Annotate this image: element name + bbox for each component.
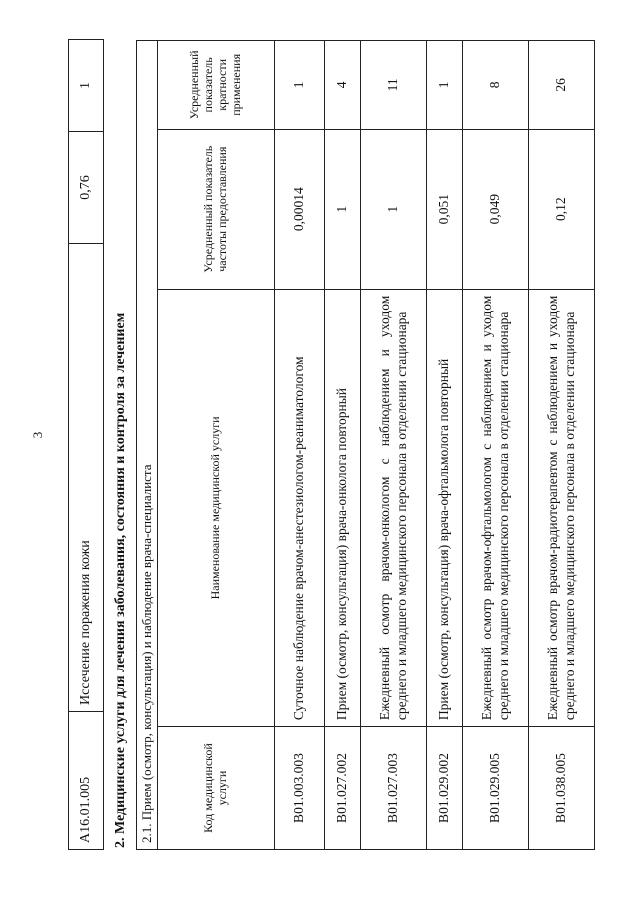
frequency-cell: 0,051: [427, 129, 463, 289]
service-code-cell: B01.003.003: [275, 727, 325, 850]
subsection-title: 2.1. Прием (осмотр, консультация) и наблюдение врача-специалиста: [137, 41, 158, 850]
column-header-frequency: Усредненный показатель частоты предоставления: [158, 129, 275, 289]
service-code-cell: A16.01.005: [69, 712, 104, 850]
multiplicity-cell: 26: [529, 41, 595, 130]
service-name-cell: Суточное наблюдение врачом-анестезиологом-реаниматологом: [275, 289, 325, 726]
column-header-name: Наименование медицинской услуги: [158, 289, 275, 726]
table-row: [69, 40, 104, 850]
multiplicity-cell: 11: [361, 41, 427, 130]
table-row: [529, 41, 595, 850]
table-row: [325, 41, 361, 850]
table-row: [275, 41, 325, 850]
multiplicity-cell: 1: [69, 40, 104, 132]
service-name-cell: Ежедневный осмотр врачом-радиотерапевтом с наблюдением и уходом среднего и младшего медицинского персонала в отделении стационара: [529, 289, 595, 726]
section-heading: 2. Медицинские услуги для лечения заболевания, состояния и контроля за лечением: [113, 312, 128, 848]
service-code-cell: B01.038.005: [529, 727, 595, 850]
table-row: [361, 41, 427, 850]
services-table: [136, 40, 595, 850]
table-header-row: [158, 41, 275, 850]
subsection-row: [137, 41, 158, 850]
frequency-cell: 0,12: [529, 129, 595, 289]
multiplicity-cell: 1: [427, 41, 463, 130]
page-number: 3: [30, 431, 45, 439]
column-header-code: Код медицинской услуги: [158, 727, 275, 850]
table-row: [463, 41, 529, 850]
service-name-cell: Ежедневный осмотр врачом-онкологом с наблюдением и уходом среднего и младшего медицинского персонала в отделении стационара: [361, 289, 427, 726]
frequency-cell: 1: [325, 129, 361, 289]
service-name-cell: Прием (осмотр, консультация) врача-онколога повторный: [325, 289, 361, 726]
column-header-multiplicity: Усредненный показатель кратности применения: [158, 41, 275, 130]
table-row: [427, 41, 463, 850]
previous-section-table: [68, 39, 104, 850]
multiplicity-cell: 1: [275, 41, 325, 130]
service-code-cell: B01.029.002: [427, 727, 463, 850]
service-code-cell: B01.027.002: [325, 727, 361, 850]
frequency-cell: 0,049: [463, 129, 529, 289]
service-name-cell: Прием (осмотр, консультация) врача-офтальмолога повторный: [427, 289, 463, 726]
multiplicity-cell: 4: [325, 41, 361, 130]
service-name-cell: Ежедневный осмотр врачом-офтальмологом с наблюдением и уходом среднего и младшего медицинского персонала в отделении стационара: [463, 289, 529, 726]
frequency-cell: 1: [361, 129, 427, 289]
service-code-cell: B01.027.003: [361, 727, 427, 850]
multiplicity-cell: 8: [463, 41, 529, 130]
frequency-cell: 0,76: [69, 132, 104, 244]
service-name-cell: Иссечение поражения кожи: [69, 244, 104, 712]
rotated-page-content: [68, 40, 588, 850]
service-code-cell: B01.029.005: [463, 727, 529, 850]
frequency-cell: 0,00014: [275, 129, 325, 289]
